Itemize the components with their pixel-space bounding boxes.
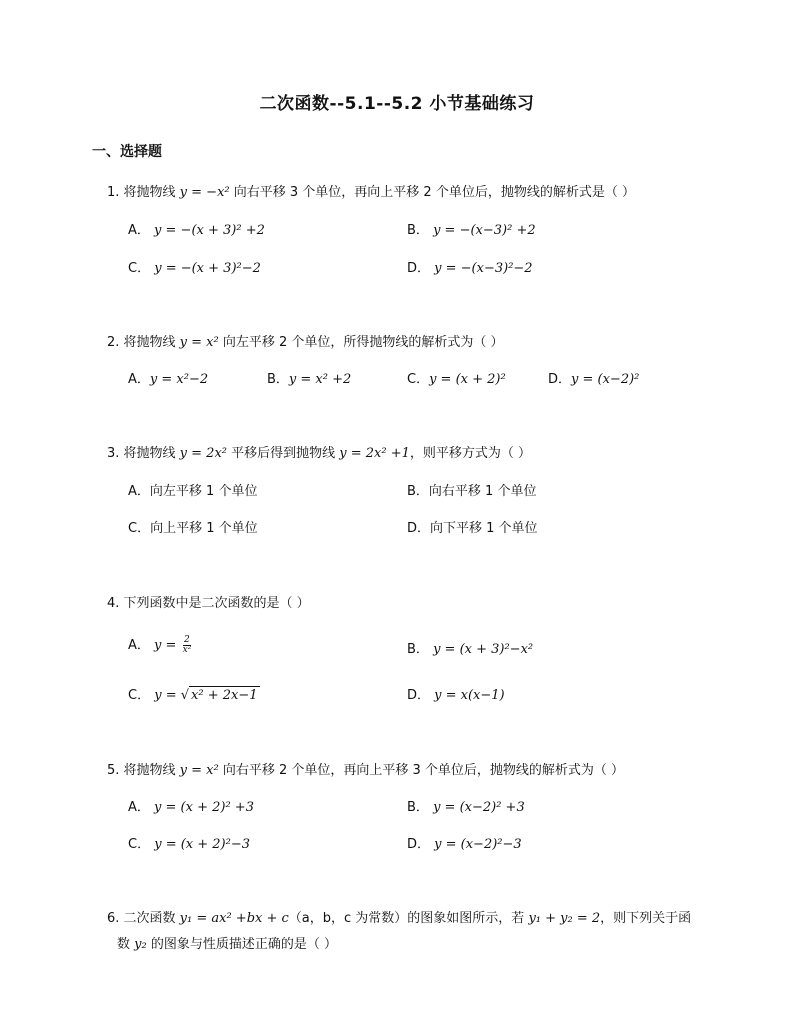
question-4-stem: 4. 下列函数中是二次函数的是（ ） xyxy=(107,596,310,611)
section-heading: 一、选择题 xyxy=(92,144,162,160)
q3-option-c[interactable]: C．向上平移 1 个单位 xyxy=(128,521,258,536)
q1-option-d[interactable]: D． y = −(x−3)²−2 xyxy=(407,261,533,276)
q1-math: y = −x² xyxy=(179,185,230,200)
q1-option-b[interactable]: B． y = −(x−3)² +2 xyxy=(407,223,536,238)
square-root: √ x² + 2x−1 xyxy=(180,688,258,703)
q5-option-c[interactable]: C． y = (x + 2)²−3 xyxy=(128,837,250,852)
q4-option-a[interactable]: A． y = $\frac{2}{\text{x²}}$ xyxy=(128,635,192,655)
q1-option-c[interactable]: C． y = −(x + 3)²−2 xyxy=(128,261,261,276)
q4-option-d[interactable]: D． y = x(x−1) xyxy=(407,688,505,703)
q3-option-b[interactable]: B．向右平移 1 个单位 xyxy=(407,484,537,499)
q2-option-b[interactable]: B．y = x² +2 xyxy=(267,372,352,387)
q3-option-d[interactable]: D．向下平移 1 个单位 xyxy=(407,521,538,536)
q2-option-d[interactable]: D．y = (x−2)² xyxy=(548,372,640,387)
q2-option-c[interactable]: C．y = (x + 2)² xyxy=(407,372,506,387)
question-3-stem: 3. 将抛物线 y = 2x² 平移后得到抛物线 y = 2x² +1，则平移方式为（ ） xyxy=(107,446,532,461)
question-6-stem-line2: 数 y₂ 的图象与性质描述正确的是（ ） xyxy=(117,937,337,952)
fraction: $\frac{2}{\text{x²}}$ xyxy=(182,635,192,655)
q5-option-b[interactable]: B． y = (x−2)² +3 xyxy=(407,800,525,815)
radical-sign-icon: √ xyxy=(180,688,190,703)
q5-option-d[interactable]: D． y = (x−2)²−3 xyxy=(407,837,522,852)
question-6-stem-line1: 6. 二次函数 y₁ = ax² +bx + c（a，b，c 为常数）的图象如图所示，若 y₁ + y₂ = 2，则下列关于函 xyxy=(107,911,692,926)
q1-option-a[interactable]: A． y = −(x + 3)² +2 xyxy=(128,223,265,238)
question-2-stem: 2. 将抛物线 y = x² 向左平移 2 个单位，所得抛物线的解析式为（ ） xyxy=(107,335,504,350)
q3-option-a[interactable]: A．向左平移 1 个单位 xyxy=(128,484,258,499)
q4-option-c[interactable]: C． y = √ x² + 2x−1 xyxy=(128,688,258,703)
q2-option-a[interactable]: A．y = x²−2 xyxy=(128,372,209,387)
document-title: 二次函数--5.1--5.2 小节基础练习 xyxy=(259,94,535,114)
q5-option-a[interactable]: A． y = (x + 2)² +3 xyxy=(128,800,254,815)
question-5-stem: 5. 将抛物线 y = x² 向右平移 2 个单位，再向上平移 3 个单位后，抛物线的解析式为（ ） xyxy=(107,763,625,778)
q4-option-b[interactable]: B． y = (x + 3)²−x² xyxy=(407,642,534,657)
question-1-stem: 1. 将抛物线 y = −x² 向右平移 3 个单位，再向上平移 2 个单位后，抛物线的解析式是（ ） xyxy=(107,185,635,200)
